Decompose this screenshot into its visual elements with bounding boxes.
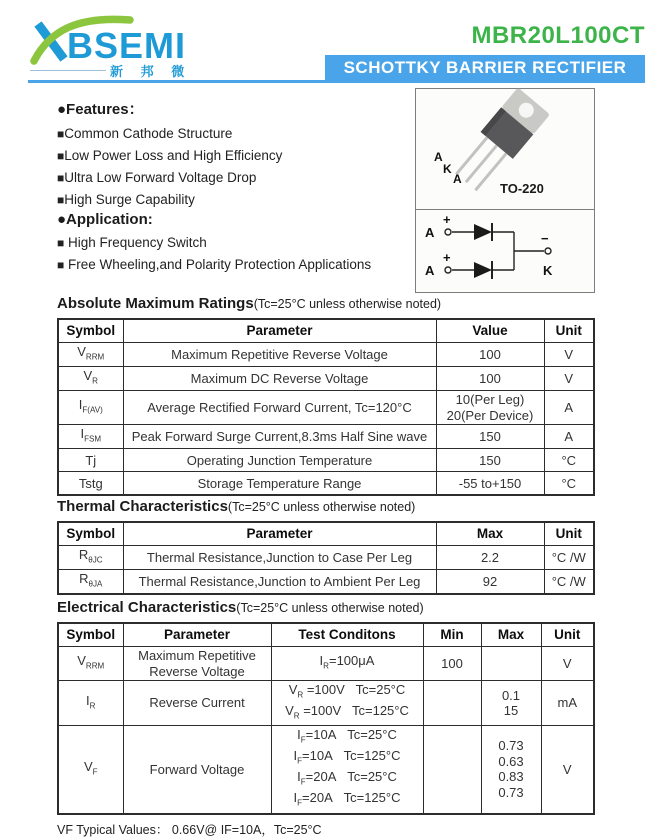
application-item	[57, 254, 409, 276]
feature-item-label: Low Power Loss and High Efficiency	[64, 148, 283, 163]
table-cell: -55 to+150	[436, 472, 544, 496]
pin-label-anode-2: A	[453, 172, 462, 186]
header-row	[58, 522, 594, 546]
table-cell: V	[544, 343, 594, 367]
table-row	[58, 546, 594, 570]
table-cell: V	[544, 367, 594, 391]
cathode-label: K	[543, 263, 553, 278]
application-item	[57, 232, 409, 254]
application-item-label: Free Wheeling,and Polarity Protection Applications	[64, 257, 372, 272]
logo-underline	[30, 70, 106, 71]
pin-label-anode-1: A	[434, 150, 443, 164]
company-logo	[30, 12, 200, 66]
square-bullet-icon: ■	[57, 258, 65, 272]
package-lead	[465, 144, 498, 183]
column-header: Parameter	[123, 522, 436, 546]
anode-label-top: A	[425, 225, 435, 240]
table-row	[58, 570, 594, 595]
section-condition: (Tc=25°C unless otherwise noted)	[227, 500, 416, 514]
table-row	[58, 726, 594, 814]
table-cell: 100	[423, 647, 481, 681]
table-cell: Average Rectified Forward Current, Tc=120°C	[123, 391, 436, 425]
terminal-dot	[445, 229, 451, 235]
table-cell: $I_{F(AV)}$	[58, 391, 123, 425]
package-name-label: TO-220	[500, 181, 544, 196]
pin-label-cathode: K	[443, 162, 452, 176]
table-cell: Maximum DC Reverse Voltage	[123, 367, 436, 391]
product-banner: SCHOTTKY BARRIER RECTIFIER	[325, 55, 645, 81]
table-cell: Forward Voltage	[123, 726, 271, 814]
table-cell: $I_R$	[58, 681, 123, 726]
square-bullet-icon: ■	[57, 171, 65, 185]
table-cell: °C	[544, 472, 594, 496]
package-box	[415, 88, 595, 293]
terminal-dot	[445, 267, 451, 273]
table-cell: °C /W	[544, 546, 594, 570]
thermal-section	[57, 498, 595, 595]
feature-item	[57, 123, 409, 145]
square-bullet-icon: ■	[57, 193, 65, 207]
square-bullet-icon: ■	[57, 127, 65, 141]
table-row	[58, 681, 594, 726]
table-cell: 0.1 15	[481, 681, 541, 726]
logo-text: BSEMI	[67, 25, 187, 66]
feature-item	[57, 145, 409, 167]
feature-item-label: High Surge Capability	[64, 192, 195, 207]
table-cell: V	[541, 726, 594, 814]
column-header: Unit	[544, 522, 594, 546]
column-header: Symbol	[58, 623, 123, 647]
feature-item-label: Ultra Low Forward Voltage Drop	[64, 170, 257, 185]
column-header: Symbol	[58, 522, 123, 546]
header-row	[58, 319, 594, 343]
table-cell	[423, 726, 481, 814]
table-row	[58, 647, 594, 681]
table-cell: Storage Temperature Range	[123, 472, 436, 496]
table-cell: A	[544, 425, 594, 449]
table-cell: Maximum Repetitive Reverse Voltage	[123, 647, 271, 681]
table-cell: Operating Junction Temperature	[123, 449, 436, 472]
table-cell: $V_{RRM}$	[58, 647, 123, 681]
table-cell: °C	[544, 449, 594, 472]
table-row	[58, 425, 594, 449]
table-cell: Thermal Resistance,Junction to Case Per Leg	[123, 546, 436, 570]
table-row	[58, 343, 594, 367]
feature-item	[57, 167, 409, 189]
table-cell	[423, 681, 481, 726]
application-title: ●Application:	[57, 211, 153, 228]
section-title: Electrical Characteristics	[57, 599, 237, 616]
table-cell: $R_{\theta JC}$	[58, 546, 123, 570]
plus-sign: +	[443, 212, 451, 227]
table-row	[58, 391, 594, 425]
table-cell: Reverse Current	[123, 681, 271, 726]
table-cell: $V_F$	[58, 726, 123, 814]
package-illustration	[416, 89, 594, 210]
column-header: Unit	[541, 623, 594, 647]
package-lead	[455, 136, 488, 175]
table-row	[58, 449, 594, 472]
table-cell	[481, 647, 541, 681]
feature-item	[57, 189, 409, 211]
table-cell: mA	[541, 681, 594, 726]
table-cell: 150	[436, 449, 544, 472]
diode-symbol-top	[474, 224, 492, 240]
table-cell: $I_F=10A$ Tc=25°C $I_F=10A$ Tc=125°C $I_F=20A$ Tc=25°C $I_F=20A$ Tc=125°C	[271, 726, 423, 814]
table-cell: A	[544, 391, 594, 425]
table-cell: 92	[436, 570, 544, 595]
table-cell: $V_{RRM}$	[58, 343, 123, 367]
square-bullet-icon: ■	[57, 149, 65, 163]
table-cell: Maximum Repetitive Reverse Voltage	[123, 343, 436, 367]
table-row	[58, 472, 594, 496]
column-header: Unit	[544, 319, 594, 343]
square-bullet-icon: ■	[57, 236, 65, 250]
logo-chinese-name: 新 邦 微	[110, 64, 192, 79]
diode-symbol-bottom	[474, 262, 492, 278]
section-title: Thermal Characteristics	[57, 498, 228, 515]
table-cell: V	[541, 647, 594, 681]
table-cell: $V_R =100V$ Tc=25°C $V_R =100V$ Tc=125°C	[271, 681, 423, 726]
abs-max-table	[57, 318, 595, 496]
features-section	[57, 98, 409, 276]
anode-label-bottom: A	[425, 263, 435, 278]
table-cell: 100	[436, 343, 544, 367]
table-cell: °C /W	[544, 570, 594, 595]
features-title: ●Features：	[57, 101, 144, 118]
table-cell: $V_R$	[58, 367, 123, 391]
column-header: Parameter	[123, 623, 271, 647]
application-item-label: High Frequency Switch	[64, 235, 207, 250]
column-header: Max	[481, 623, 541, 647]
column-header: Test Conditons	[271, 623, 423, 647]
table-cell: Thermal Resistance,Junction to Ambient Per Leg	[123, 570, 436, 595]
table-cell: $I_R=100\mu A$	[271, 647, 423, 681]
table-cell: 100	[436, 367, 544, 391]
table-cell: Tstg	[58, 472, 123, 496]
electrical-section	[57, 599, 595, 838]
feature-item-label: Common Cathode Structure	[64, 126, 233, 141]
table-cell: 0.73 0.63 0.83 0.73	[481, 726, 541, 814]
column-header: Value	[436, 319, 544, 343]
table-cell: $I_{FSM}$	[58, 425, 123, 449]
section-title: Absolute Maximum Ratings	[57, 295, 254, 312]
column-header: Symbol	[58, 319, 123, 343]
table-row	[58, 367, 594, 391]
table-cell: 150	[436, 425, 544, 449]
minus-sign: −	[541, 231, 549, 246]
column-header: Parameter	[123, 319, 436, 343]
circuit-diagram	[416, 210, 594, 292]
table-cell: Tj	[58, 449, 123, 472]
table-cell: Peak Forward Surge Current,8.3ms Half Sine wave	[123, 425, 436, 449]
vf-typical-note: VF Typical Values： 0.66V@ IF=10A，Tc=25°C	[57, 822, 322, 837]
electrical-table	[57, 622, 595, 815]
part-number: MBR20L100CT	[471, 22, 645, 49]
thermal-table	[57, 521, 595, 595]
table-cell: 10(Per Leg) 20(Per Device)	[436, 391, 544, 425]
column-header: Max	[436, 522, 544, 546]
abs-max-section	[57, 295, 595, 496]
column-header: Min	[423, 623, 481, 647]
section-condition: (Tc=25°C unless otherwise noted)	[253, 297, 442, 311]
table-cell: $R_{\theta JA}$	[58, 570, 123, 595]
terminal-dot	[545, 248, 551, 254]
plus-sign: +	[443, 250, 451, 265]
header-row	[58, 623, 594, 647]
section-condition: (Tc=25°C unless otherwise noted)	[236, 601, 424, 615]
table-cell: 2.2	[436, 546, 544, 570]
